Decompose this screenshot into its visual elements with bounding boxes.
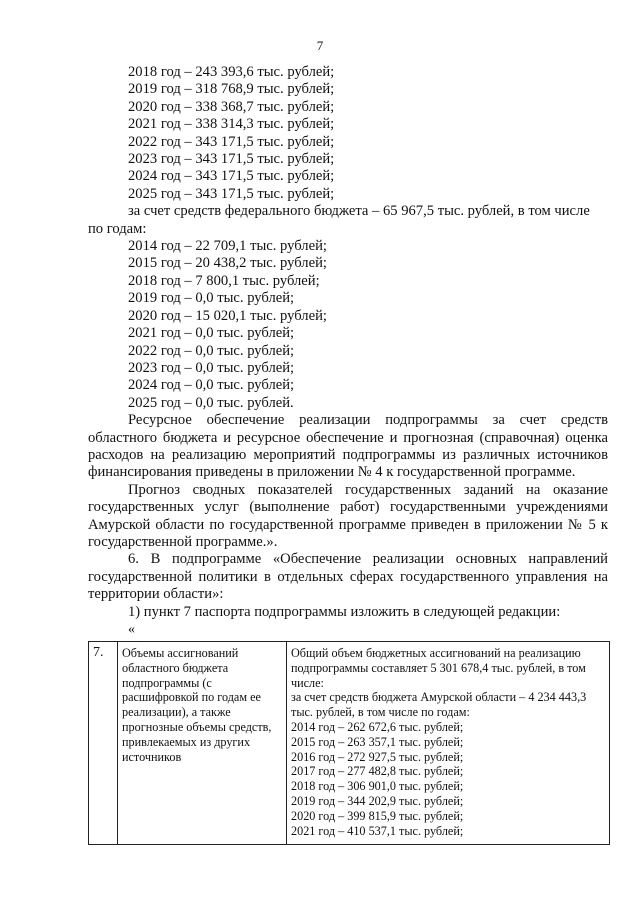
list-item: 2019 год – 318 768,9 тыс. рублей;	[128, 81, 335, 98]
list-item: 2023 год – 343 171,5 тыс. рублей;	[128, 151, 335, 168]
list-item: 2014 год – 262 672,6 тыс. рублей;	[291, 719, 464, 734]
paragraph-point-1: 1) пункт 7 паспорта подпрограммы изложить в следующей редакции:	[128, 603, 561, 620]
list-item: 2022 год – 0,0 тыс. рублей;	[128, 342, 295, 359]
regional-allocation-text: за счет средств бюджета Амурской области – 4 234 443,3 тыс. рублей, в том числе по годам:	[291, 690, 587, 720]
list-item: 2023 год – 0,0 тыс. рублей;	[128, 359, 295, 376]
list-item: 2015 год – 263 357,1 тыс. рублей;	[291, 734, 464, 749]
list-item: 2021 год – 0,0 тыс. рублей;	[128, 325, 295, 342]
table-row	[89, 642, 610, 845]
row-number: 7.	[89, 642, 118, 845]
list-item: 2020 год – 399 815,9 тыс. рублей;	[291, 808, 464, 823]
list-item: 2018 год – 243 393,6 тыс. рублей;	[128, 64, 335, 80]
list-item: 2016 год – 272 927,5 тыс. рублей;	[291, 749, 464, 764]
list-item: 2018 год – 7 800,1 тыс. рублей;	[128, 272, 320, 289]
federal-intro-line: за счет средств федерального бюджета – 65 967,5 тыс. рублей, в том числе	[128, 203, 590, 220]
paragraph-item-6: 6. В подпрограмме «Обеспечение реализации основных направлений государственной политики в отдельных сферах государственного управления на территории области»:	[88, 551, 608, 603]
list-item: 2024 год – 343 171,5 тыс. рублей;	[128, 168, 335, 185]
row-label: Объемы ассигнований областного бюджета подпрограммы (с расшифровкой по годам ее реализации), а также прогнозные объемы средств, привлекаемых из других источников	[118, 642, 287, 845]
list-item: 2018 год – 306 901,0 тыс. рублей;	[291, 779, 464, 794]
opening-quote: «	[128, 622, 135, 637]
list-item: 2017 год – 277 482,8 тыс. рублей;	[291, 764, 464, 779]
list-item: 2015 год – 20 438,2 тыс. рублей;	[128, 255, 327, 272]
list-item: 2025 год – 343 171,5 тыс. рублей;	[128, 185, 335, 202]
list-item: 2024 год – 0,0 тыс. рублей;	[128, 377, 295, 394]
passport-table	[88, 641, 610, 845]
list-item: 2020 год – 15 020,1 тыс. рублей;	[128, 307, 327, 324]
list-item: 2020 год – 338 368,7 тыс. рублей;	[128, 98, 335, 115]
paragraph-forecast: Прогноз сводных показателей государственных заданий на оказание государственных услуг (выполнение работ) государственными учреждениями Амурской области по государственной программе приведен в приложении № 5 к государственной программе.».	[88, 481, 608, 550]
list-item: 2022 год – 343 171,5 тыс. рублей;	[128, 133, 335, 150]
total-allocation-text: Общий объем бюджетных ассигнований на реализацию подпрограммы составляет 5 301 678,4 тыс. рублей, в том числе:	[291, 646, 586, 690]
list-item: 2025 год – 0,0 тыс. рублей.	[128, 394, 294, 411]
paragraph-resource: Ресурсное обеспечение реализации подпрограммы за счет средств областного бюджета и ресурсное обеспечение и прогнозная (справочная) оценка расходов на реализацию мероприятий подпрограммы из различных источников финансирования приведены в приложении № 4 к государственной программе.	[88, 412, 608, 481]
list-item: 2021 год – 338 314,3 тыс. рублей;	[128, 116, 335, 133]
list-item: 2019 год – 344 202,9 тыс. рублей;	[291, 793, 464, 808]
row-value	[287, 642, 610, 845]
page-number: 7	[316, 38, 324, 53]
list-item: 2021 год – 410 537,1 тыс. рублей;	[291, 823, 464, 838]
federal-intro-continuation: по годам:	[88, 220, 147, 237]
list-item: 2014 год – 22 709,1 тыс. рублей;	[128, 238, 327, 255]
list-item: 2019 год – 0,0 тыс. рублей;	[128, 290, 295, 307]
regional-years-list	[88, 64, 608, 621]
